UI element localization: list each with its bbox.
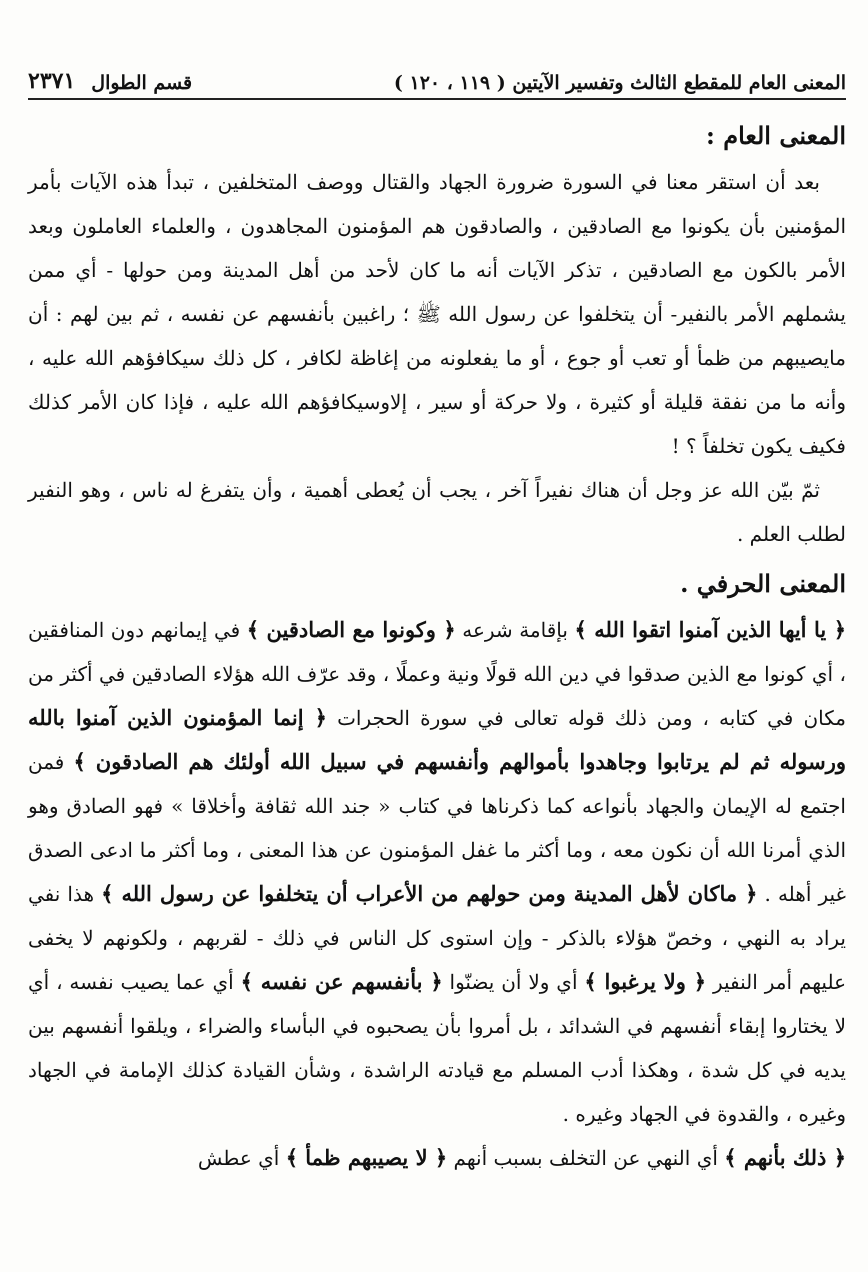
general-meaning-paragraph-2: ثمّ بيّن الله عز وجل أن هناك نفيراً آخر ، يجب أن يُعطى أهمية ، وأن يتفرغ له ناس ، وهو النفير لطلب العلم . (28, 478, 846, 546)
quran-quote: ﴿ ماكان لأهل المدينة ومن حولهم من الأعراب أن يتخلفوا عن رسول الله ﴾ (101, 881, 758, 906)
literal-meaning-paragraph-1 (28, 608, 846, 1136)
page-number: ٢٣٧١ (28, 68, 76, 94)
section-name: قسم الطوال (91, 72, 193, 94)
header-section-group (28, 68, 192, 94)
commentary-text: أي عما يصيب نفسه ، أي لا يختاروا إبقاء أنفسهم في الشدائد ، بل أمروا بأن يصحبوه في البأساء والضراء ، ويلقوا أنفسهم بين يديه في كل شدة ، وهكذا أدب المسلم مع قيادته الراشدة ، وشأن القيادة كذلك الإمامة في الجهاد وغيره ، والقدوة في الجهاد وغيره . (28, 970, 846, 1126)
quran-quote: ﴿ لا يصيبهم ظمأ ﴾ (285, 1145, 448, 1170)
quran-quote: ﴿ بأنفسهم عن نفسه ﴾ (240, 969, 443, 994)
quran-quote: ﴿ ولا يرغبوا ﴾ (584, 969, 707, 994)
commentary-text: هذا نفي يراد به النهي ، وخصّ هؤلاء بالذكر - وإن استوى كل الناس في ذلك - لقربهم ، ولكونهم لا يخفى عليهم أمر النفير (28, 882, 847, 994)
commentary-text: بإقامة شرعه (455, 618, 575, 642)
general-meaning-paragraph-1: بعد أن استقر معنا في السورة ضرورة الجهاد والقتال ووصف المتخلفين ، تبدأ هذه الآيات بأمر المؤمنين بأن يكونوا مع الصادقين ، والصادقون هم المؤمنون المجاهدون ، والعلماء العاملون وبعد الأمر بالكون مع الصادقين ، تذكر الآيات أنه ما كان لأحد من أهل المدينة ومن حولها - أي ممن يشملهم الأمر بالنفير- أن يتخلفوا عن رسول الله ﷺ ؛ راغبين بأنفسهم عن نفسه ، ثم بين لهم : أن مايصيبهم من ظمأ أو تعب أو جوع ، أو ما يفعلونه من إغاظة لكافر ، كل ذلك سيكافؤهم الله عليه ، وأنه ما من نفقة قليلة أو كثيرة ، ولا حركة أو سير ، إلاوسيكافؤهم الله عليه ، فإذا كان الأمر كذلك فكيف يكون تخلفاً ؟ ! (28, 170, 847, 458)
general-meaning-heading: المعنى العام : (706, 121, 846, 150)
literal-meaning-heading: المعنى الحرفي . (680, 569, 846, 598)
page-content (28, 108, 846, 1180)
literal-meaning-paragraph-2 (28, 1136, 846, 1180)
quran-quote: ﴿ وكونوا مع الصادقين ﴾ (246, 617, 456, 642)
commentary-text: أي النهي عن التخلف بسبب أنهم (447, 1146, 725, 1170)
quran-quote: ﴿ ذلك بأنهم ﴾ (724, 1145, 846, 1170)
quran-quote: ﴿ يا أيها الذين آمنوا اتقوا الله ﴾ (574, 617, 847, 642)
header-rule (28, 98, 846, 100)
commentary-text: في إيمانهم دون المنافقين ، أي كونوا مع الذين صدقوا في دين الله قولًا ونية وعملًا ، وقد عرّف الله هؤلاء الصادقين في أكثر من مكان في كتابه ، ومن ذلك قوله تعالى في سورة الحجرات (28, 618, 847, 730)
quran-quote: ﴿ إنما المؤمنون الذين آمنوا بالله ورسوله ثم لم يرتابوا وجاهدوا بأموالهم وأنفسهم في سبيل الله أولئك هم الصادقون ﴾ (28, 705, 846, 774)
running-title: المعنى العام للمقطع الثالث وتفسير الآيتين ( ١١٩ ، ١٢٠ ) (393, 72, 846, 94)
page-header (28, 58, 846, 94)
commentary-text: أي ولا أن يضنّوا (442, 970, 585, 994)
commentary-text: فمن اجتمع له الإيمان والجهاد بأنواعه كما ذكرناها في كتاب « جند الله ثقافة وأخلاقا » فهو الصادق وهو الذي أمرنا الله أن نكون معه ، وما أكثر ما غفل المؤمنون عن هذا المعنى ، وما أكثر ما ادعى الصدق غير أهله . (28, 750, 846, 906)
commentary-text: أي عطش (197, 1146, 286, 1170)
